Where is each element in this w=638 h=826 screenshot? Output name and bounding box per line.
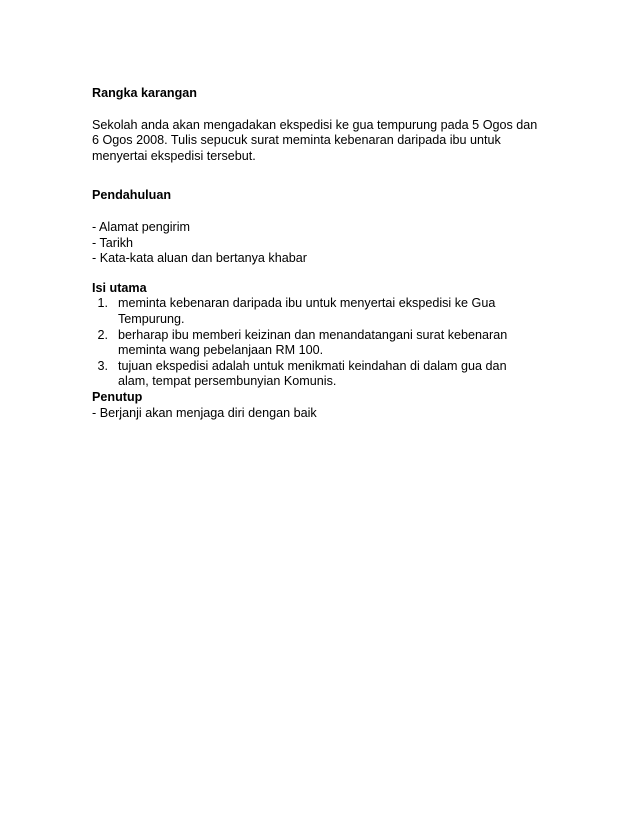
list-item <box>92 328 552 359</box>
heading-rangka-karangan: Rangka karangan <box>92 86 197 100</box>
list-item <box>92 359 552 390</box>
list-item-text: meminta kebenaran daripada ibu untuk menyertai ekspedisi ke Gua <box>118 296 496 311</box>
list-item: - Tarikh <box>92 235 134 250</box>
list-number: 3. <box>97 358 108 373</box>
list-item-text: berharap ibu memberi keizinan dan menandatangani surat kebenaran <box>118 327 508 342</box>
question-line: Sekolah anda akan mengadakan ekspedisi ke gua tempurung pada 5 Ogos dan <box>92 117 538 132</box>
list-item-text: meminta wang pebelanjaan RM 100. <box>118 343 324 358</box>
list-item: - Berjanji akan menjaga diri dengan baik <box>92 405 317 420</box>
pendahuluan-list <box>92 220 552 267</box>
question-line: 6 Ogos 2008. Tulis sepucuk surat meminta kebenaran daripada ibu untuk <box>92 133 501 148</box>
list-item-text: alam, tempat persembunyian Komunis. <box>118 374 337 389</box>
list-item: - Kata-kata aluan dan bertanya khabar <box>92 251 307 266</box>
heading-isi-utama: Isi utama <box>92 280 147 295</box>
list-item-text: tujuan ekspedisi adalah untuk menikmati keindahan di dalam gua dan <box>118 358 507 373</box>
penutup-list <box>92 406 552 422</box>
question-paragraph <box>92 118 552 165</box>
list-number: 2. <box>97 327 108 342</box>
question-line: menyertai ekspedisi tersebut. <box>92 148 256 163</box>
heading-pendahuluan: Pendahuluan <box>92 188 172 203</box>
heading-penutup: Penutup <box>92 389 143 404</box>
list-number: 1. <box>97 296 108 311</box>
document-page <box>92 86 552 421</box>
list-item-text: Tempurung. <box>118 311 185 326</box>
list-item <box>92 296 552 327</box>
list-item: - Alamat pengirim <box>92 219 190 234</box>
isi-utama-list <box>92 296 552 390</box>
